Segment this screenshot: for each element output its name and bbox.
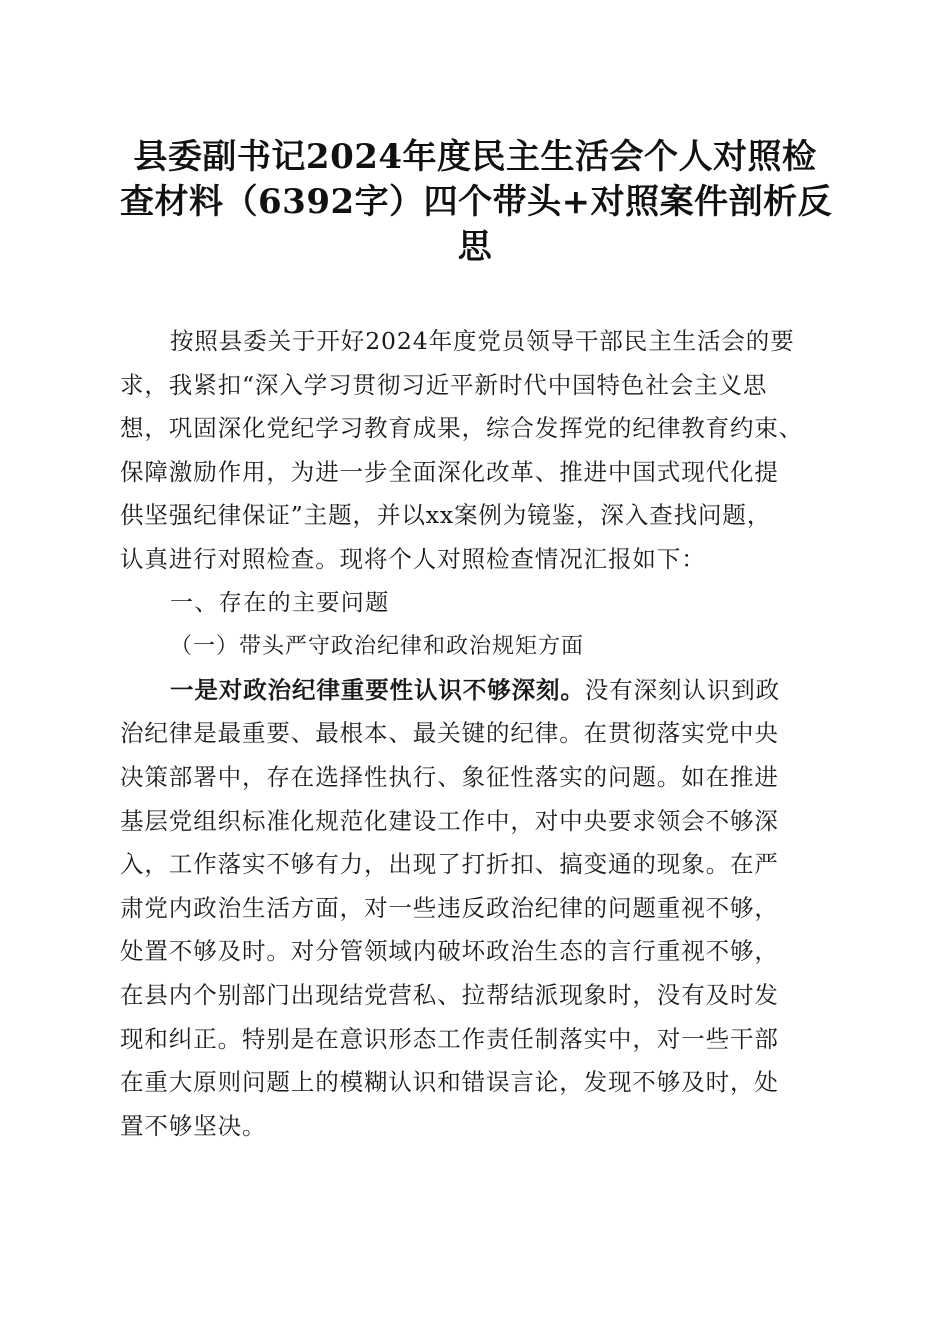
title-line: 县委副书记2024年度民主生活会个人对照检 xyxy=(133,137,817,177)
point-paragraph xyxy=(120,669,830,1149)
paragraph-line: 置不够坚决。 xyxy=(120,1111,267,1140)
document-body xyxy=(120,320,830,1148)
paragraph-line: 在县内个别部门出现结党营私、拉帮结派现象时，没有及时发 xyxy=(120,980,779,1009)
paragraph-line: 处置不够及时。对分管领域内破坏政治生态的言行重视不够， xyxy=(120,937,779,966)
paragraph-line: 保障激励作用，为进一步全面深化改革、推进中国式现代化提 xyxy=(120,457,779,486)
paragraph-line: 求，我紧扣“深入学习贯彻习近平新时代中国特色社会主义思 xyxy=(120,370,768,399)
paragraph-line: 供坚强纪律保证”主题，并以xx案例为镜鉴，深入查找问题， xyxy=(120,501,772,530)
paragraph-line: 入，工作落实不够有力，出现了打折扣、搞变通的现象。在严 xyxy=(120,850,779,879)
subsection-heading: （一）带头严守政治纪律和政治规矩方面 xyxy=(170,634,585,660)
paragraph-line: 认真进行对照检查。现将个人对照检查情况汇报如下： xyxy=(120,544,706,573)
title-line: 查材料（6392字）四个带头+对照案件剖析反 xyxy=(120,182,833,222)
paragraph-line: 决策部署中，存在选择性执行、象征性落实的问题。如在推进 xyxy=(120,762,779,791)
paragraph-line: 现和纠正。特别是在意识形态工作责任制落实中，对一些干部 xyxy=(120,1024,779,1053)
point-lead: 一是对政治纪律重要性认识不够深刻。 xyxy=(170,675,585,704)
intro-paragraph xyxy=(120,320,830,582)
paragraph-line: 按照县委关于开好2024年度党员领导干部民主生活会的要 xyxy=(170,327,795,355)
paragraph-line: 想，巩固深化党纪学习教育成果，综合发挥党的纪律教育约束、 xyxy=(120,414,804,443)
paragraph-line xyxy=(120,669,830,713)
point-text: 没有深刻认识到政 xyxy=(584,675,781,704)
document-title xyxy=(120,135,833,270)
title-line: 思 xyxy=(457,227,493,267)
paragraph-line: 基层党组织标准化规范化建设工作中，对中央要求领会不够深 xyxy=(120,806,779,835)
paragraph-line: 在重大原则问题上的模糊认识和错误言论，发现不够及时，处 xyxy=(120,1068,779,1097)
paragraph-line: 治纪律是最重要、最根本、最关键的纪律。在贯彻落实党中央 xyxy=(120,719,779,748)
section-heading: 一、存在的主要问题 xyxy=(170,589,390,616)
paragraph-line: 肃党内政治生活方面，对一些违反政治纪律的问题重视不够， xyxy=(120,893,779,922)
